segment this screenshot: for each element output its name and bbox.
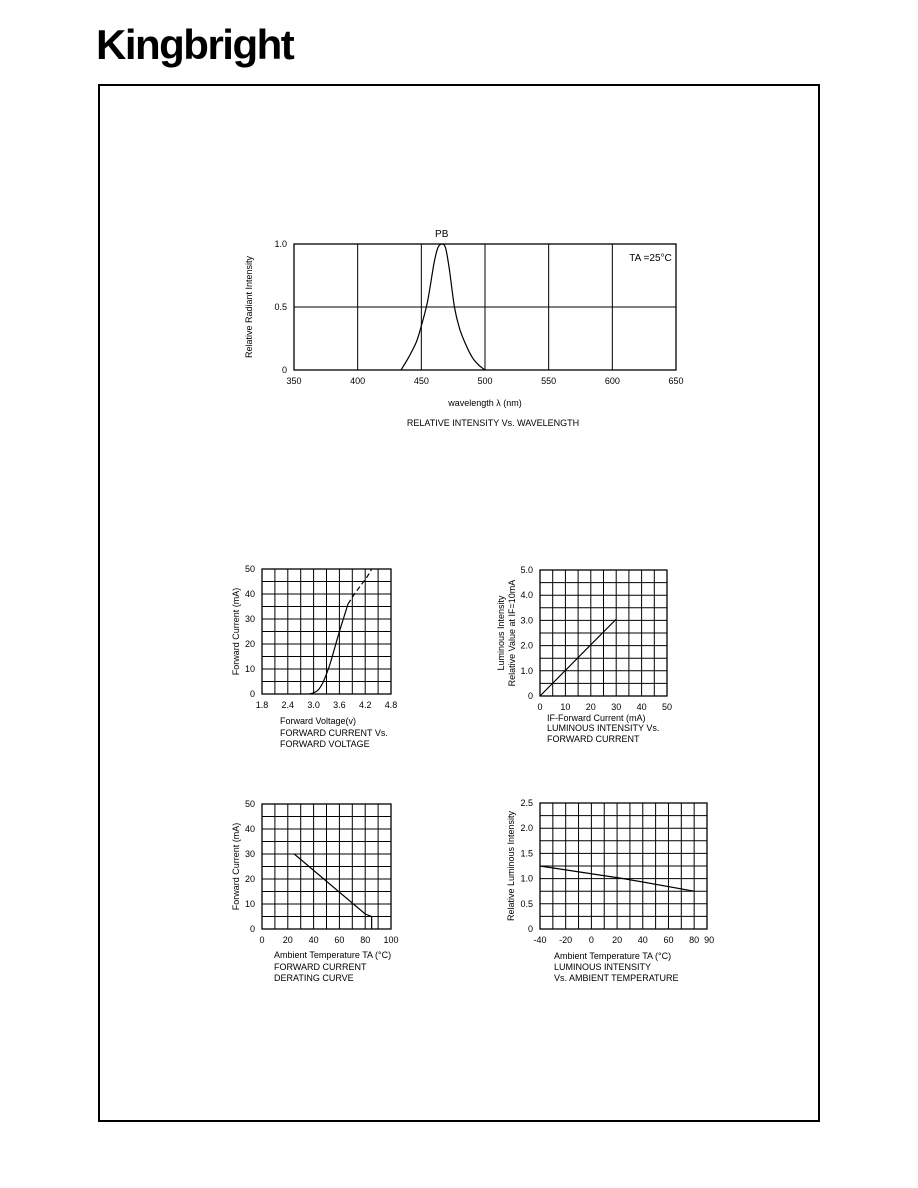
chart-title: FORWARD CURRENT — [547, 734, 640, 744]
x-tick-label: 30 — [611, 702, 622, 712]
brand-logo: Kingbright — [96, 21, 294, 68]
y-tick-label: 1.0 — [274, 239, 287, 249]
iv-chart — [231, 564, 397, 749]
x-axis-label: Ambient Temperature TA (°C) — [274, 950, 392, 960]
y-axis-label: Relative Radiant Intensity — [244, 255, 254, 359]
condition-annotation: TA =25°C — [629, 253, 672, 264]
x-tick-label: 3.6 — [333, 700, 346, 710]
x-tick-label: 4.2 — [358, 700, 372, 710]
y-axis-label: Relative Luminous Intensity — [506, 810, 516, 922]
chart-title: LUMINOUS INTENSITY Vs. — [547, 723, 660, 733]
x-tick-label: 550 — [541, 376, 557, 386]
x-tick-label: 400 — [350, 376, 366, 386]
x-tick-label: 350 — [286, 376, 302, 386]
x-tick-label: 40 — [636, 702, 647, 712]
series-line — [309, 604, 348, 694]
y-tick-label: 10 — [244, 899, 255, 909]
y-tick-label: 40 — [244, 589, 255, 599]
x-tick-label: -40 — [533, 935, 547, 945]
y-axis-label: Forward Current (mA) — [231, 822, 241, 911]
x-axis-label: IF-Forward Current (mA) — [547, 713, 646, 723]
x-tick-label: 4.8 — [384, 700, 398, 710]
y-tick-label: 0 — [249, 924, 255, 934]
x-tick-label: 80 — [360, 935, 371, 945]
y-tick-label: 2.5 — [520, 798, 533, 808]
x-tick-label: 40 — [308, 935, 319, 945]
y-tick-label: 3.0 — [520, 615, 533, 626]
y-tick-label: 2.0 — [520, 823, 533, 834]
y-axis-label: Forward Current (mA) — [231, 587, 241, 676]
series-line-dashed — [348, 569, 372, 604]
y-tick-label: 50 — [244, 564, 255, 574]
y-tick-label: 50 — [244, 799, 255, 809]
x-tick-label: 0 — [588, 935, 594, 945]
x-tick-label: 60 — [663, 935, 674, 945]
y-tick-label: 0 — [527, 691, 533, 701]
x-tick-label: 20 — [612, 935, 623, 945]
x-tick-label: 40 — [637, 935, 648, 945]
x-tick-label: -20 — [559, 935, 573, 945]
x-tick-label: 450 — [413, 376, 429, 386]
y-tick-label: 1.0 — [520, 665, 533, 676]
chart-title: DERATING CURVE — [274, 973, 354, 983]
x-tick-label: 10 — [560, 702, 571, 712]
y-tick-label: 20 — [244, 639, 255, 649]
chart-title: Vs. AMBIENT TEMPERATURE — [554, 973, 679, 983]
y-tick-label: 5.0 — [520, 565, 533, 575]
y-tick-label: 1.5 — [520, 848, 533, 859]
y-tick-label: 40 — [244, 824, 255, 834]
y-axis-label: Relative Value at IF=10mA — [507, 579, 517, 687]
chart-title: LUMINOUS INTENSITY — [554, 962, 652, 972]
chart-title: FORWARD CURRENT Vs. — [280, 728, 388, 738]
y-tick-label: 1.0 — [520, 873, 533, 884]
y-tick-label: 30 — [244, 614, 255, 624]
x-axis-label: wavelength λ (nm) — [448, 398, 522, 408]
spectrum-chart — [244, 229, 684, 428]
x-tick-label: 20 — [282, 935, 293, 945]
chart-title: RELATIVE INTENSITY Vs. WAVELENGTH — [406, 418, 580, 428]
x-tick-label: 20 — [585, 702, 596, 712]
x-axis-label: Ambient Temperature TA (°C) — [554, 951, 672, 961]
y-tick-label: 0.5 — [520, 898, 533, 909]
y-tick-label: 0.5 — [274, 302, 287, 312]
x-tick-label: 60 — [334, 935, 345, 945]
y-axis-label: Luminous Intensity — [496, 595, 506, 671]
x-tick-label: 100 — [383, 935, 399, 945]
y-tick-label: 2.0 — [520, 640, 533, 651]
x-tick-label: 80 — [689, 935, 700, 945]
x-tick-label: 0 — [537, 702, 543, 712]
y-tick-label: 30 — [244, 849, 255, 859]
x-tick-label: 2.4 — [281, 700, 295, 710]
chart-title: FORWARD CURRENT — [274, 962, 367, 972]
x-tick-label: 500 — [477, 376, 493, 386]
x-tick-label: 50 — [661, 702, 673, 712]
y-tick-label: 0 — [249, 689, 255, 699]
x-tick-label: 3.0 — [307, 700, 320, 710]
x-tick-label: 650 — [668, 376, 684, 386]
luminous-vs-current-chart — [496, 565, 672, 744]
y-tick-label: 10 — [244, 664, 255, 674]
luminous-vs-temperature-chart — [506, 798, 714, 983]
x-tick-label: 1.8 — [255, 700, 269, 710]
y-tick-label: 4.0 — [520, 590, 533, 601]
x-axis-label: Forward Voltage(v) — [280, 716, 357, 726]
y-tick-label: 0 — [281, 365, 287, 375]
series-annotation: PB — [435, 229, 449, 240]
derating-chart — [231, 799, 399, 983]
x-tick-label: 90 — [704, 935, 715, 945]
y-tick-label: 20 — [244, 874, 255, 884]
x-tick-label: 0 — [259, 935, 265, 945]
x-tick-label: 600 — [604, 376, 620, 386]
chart-title: FORWARD VOLTAGE — [280, 739, 370, 749]
y-tick-label: 0 — [527, 924, 533, 934]
